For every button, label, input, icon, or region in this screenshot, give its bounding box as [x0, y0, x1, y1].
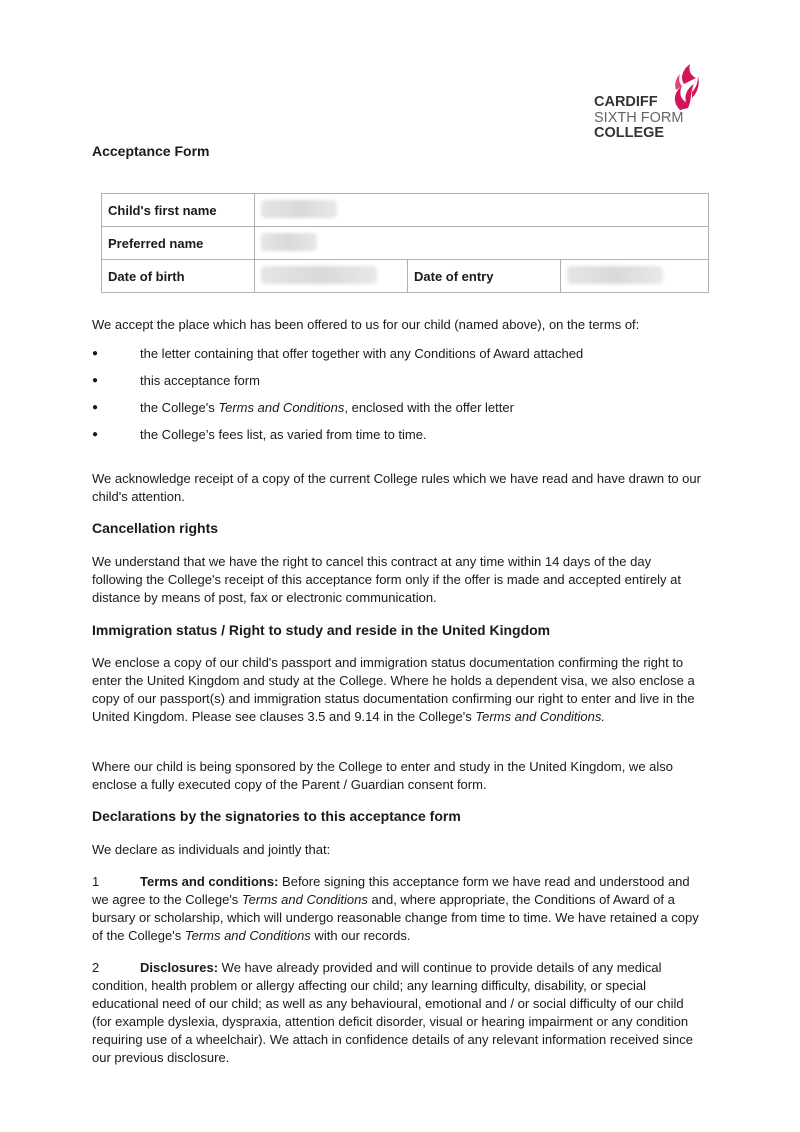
bullet-text: the College's Terms and Conditions, enclosed with the offer letter [140, 400, 514, 415]
form-title: Acceptance Form [92, 143, 210, 159]
bullet-icon: ● [92, 429, 99, 440]
declarations-heading: Declarations by the signatories to this acceptance form [92, 808, 461, 824]
cancellation-text: We understand that we have the right to cancel this contract at any time within 14 days of the day following the College's receipt of this acceptance form only if the offer is made and accepted entirely at distance by means of post, fax or electronic communication. [92, 554, 682, 605]
intro-text: We accept the place which has been offered to us for our child (named above), on the terms of: [92, 317, 640, 332]
declaration-item-1: 1 Terms and conditions: Before signing this acceptance form we have read and understood and we agree to the College's Terms and Conditions and, where appropriate, the Conditions of Award of a bursary or scholarship, which will undergo reasonable change from time to time. We have retained a copy of the College's Terms and Conditions with our records. [92, 874, 699, 943]
bullet-text: the letter containing that offer together with any Conditions of Award attached [140, 346, 584, 361]
declaration-item-2: 2 Disclosures: We have already provided and will continue to provide details of any medical condition, health problem or allergy affecting our child; any learning difficulty, disability, or special educational need of our child; as well as any behavioural, emotional and / or social difficulty of our child (for example dyslexia, dyspraxia, attention deficit disorder, visual or hearing impairment or any condition requiring use of a wheelchair). We attach in confidence details of any relevant information received since our previous disclosure. [92, 960, 693, 1065]
bullet-icon: ● [92, 402, 99, 413]
first-name-label: Child's first name [102, 194, 255, 227]
preferred-name-field[interactable] [255, 227, 709, 260]
immigration-heading: Immigration status / Right to study and reside in the United Kingdom [92, 622, 551, 638]
bullet-icon: ● [92, 348, 99, 359]
table-row [102, 260, 709, 293]
child-details-table [101, 193, 709, 293]
cancellation-heading: Cancellation rights [92, 520, 219, 536]
logo-line-1: CARDIFF [594, 94, 658, 110]
immigration-paragraph-2: Where our child is being sponsored by the College to enter and study in the United Kingdom, we also enclose a fully executed copy of the Parent / Guardian consent form. [92, 759, 674, 792]
logo-wordmark [594, 95, 683, 142]
logo-line-2: SIXTH FORM [594, 109, 684, 126]
preferred-name-label: Preferred name [102, 227, 255, 260]
dob-field[interactable] [255, 260, 408, 293]
dob-label: Date of birth [102, 260, 255, 293]
first-name-field[interactable] [255, 194, 709, 227]
entry-field[interactable] [561, 260, 709, 293]
table-row [102, 227, 709, 260]
logo-line-3: COLLEGE [594, 125, 665, 141]
bullet-text: this acceptance form [140, 373, 260, 388]
entry-label: Date of entry [408, 260, 561, 293]
table-row [102, 194, 709, 227]
immigration-paragraph-1: We enclose a copy of our child's passport and immigration status documentation confirming the right to enter the United Kingdom and study at the College. Where he holds a dependent visa, we also enclose a copy of our passport(s) and immigration status documentation confirming our right to enter and live in the United Kingdom. Please see clauses 3.5 and 9.14 in the College's Terms and Conditions. [92, 655, 695, 724]
acknowledge-text: We acknowledge receipt of a copy of the current College rules which we have read and have drawn to our child's attention. [92, 471, 701, 504]
declarations-intro: We declare as individuals and jointly that: [92, 842, 331, 857]
college-logo [594, 62, 706, 142]
bullet-text: the College’s fees list, as varied from time to time. [140, 427, 427, 442]
bullet-icon: ● [92, 375, 99, 386]
